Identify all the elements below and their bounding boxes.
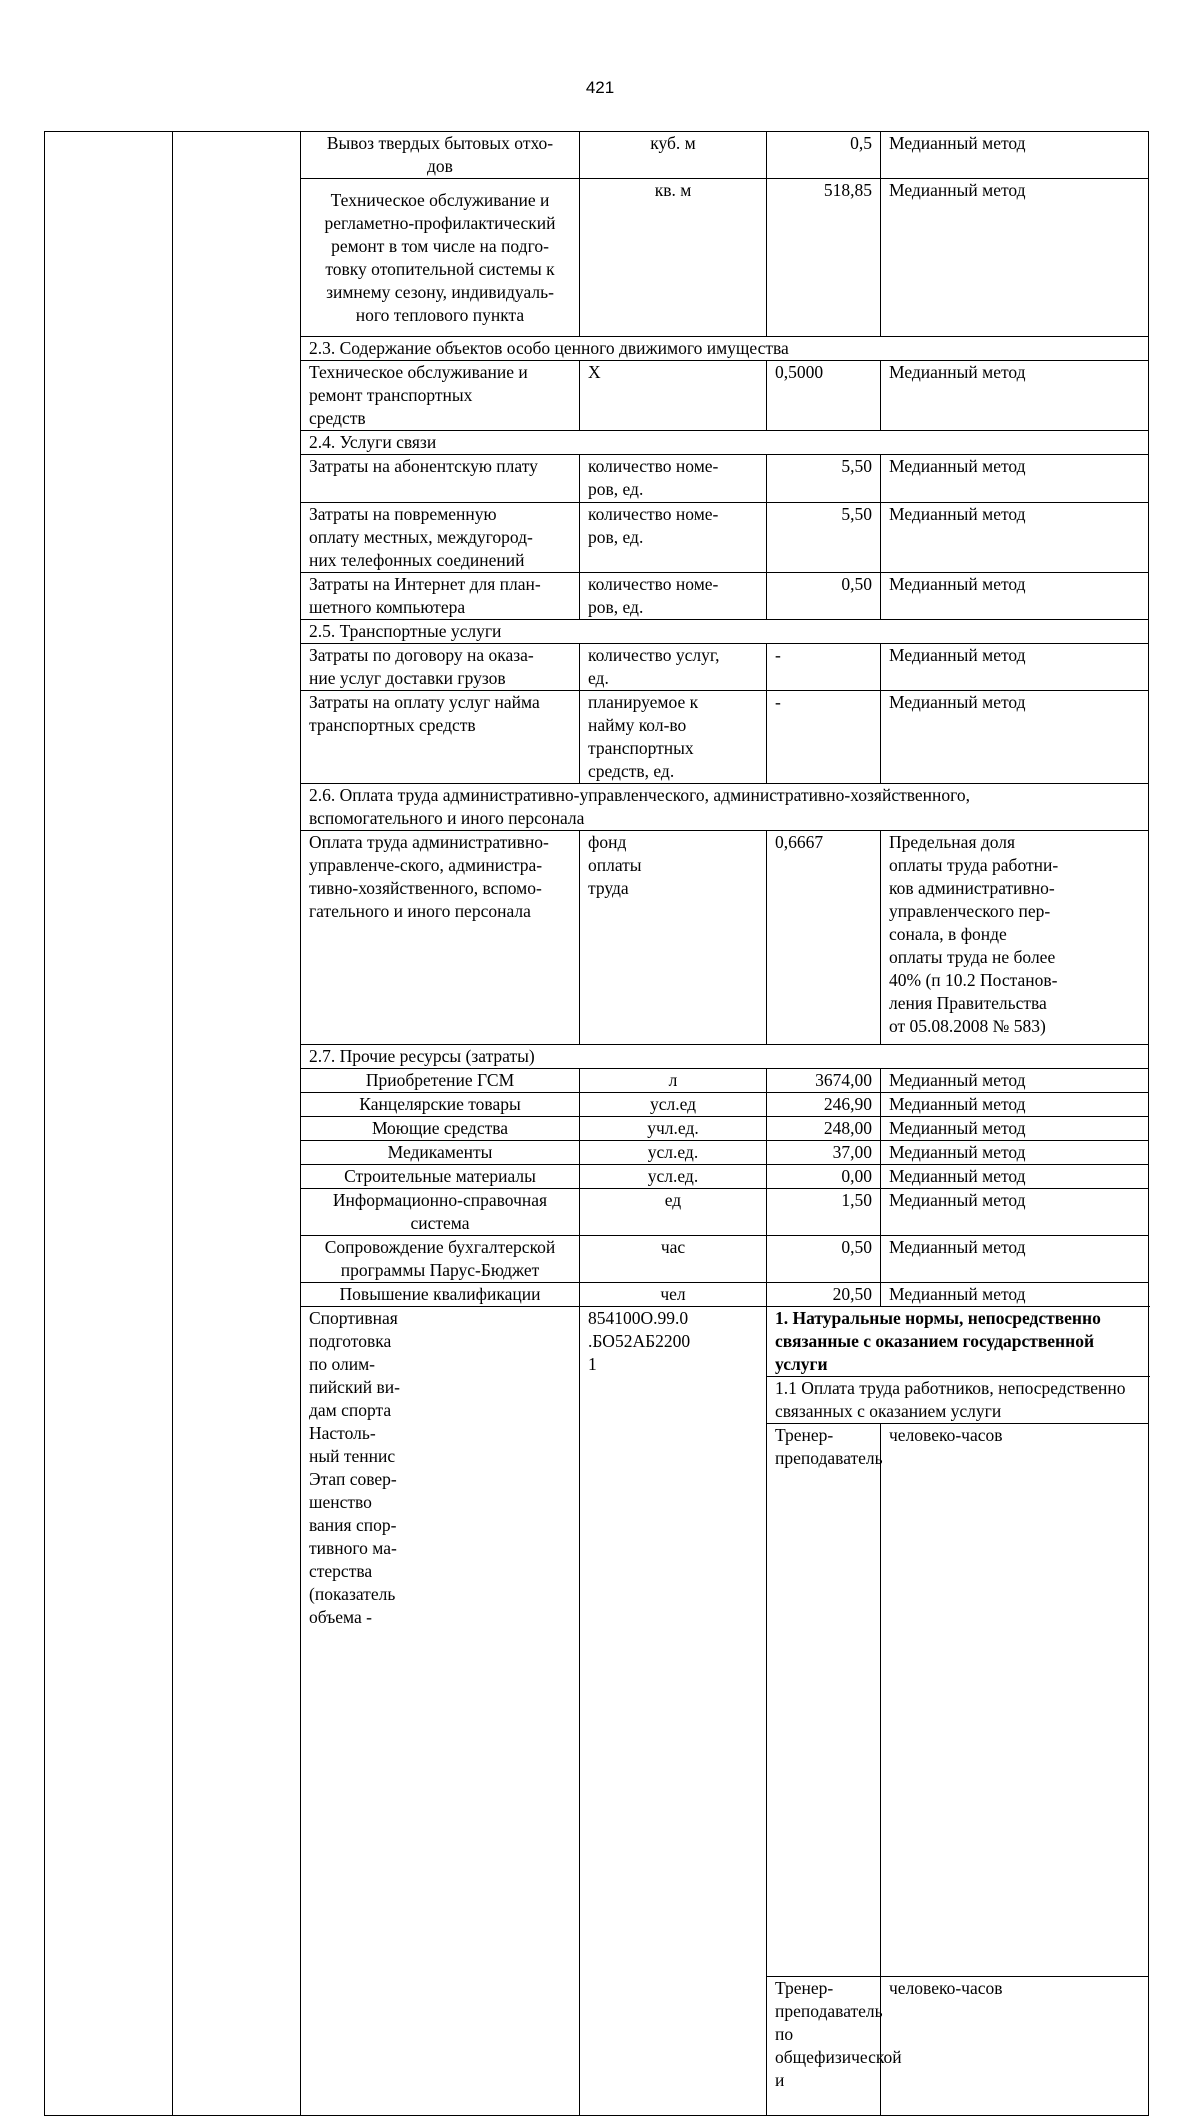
resource-unit: количество номе- ров, ед. — [580, 573, 767, 620]
resource-value: 1,50 — [767, 1189, 881, 1236]
resource-method: Медианный метод — [881, 503, 1149, 573]
resource-unit: человеко-часов — [881, 1424, 1149, 1977]
section-title: 1. Натуральные нормы, непосредственно связанные с оказанием государственной услуги — [767, 1307, 1149, 1377]
resource-method: Медианный метод — [881, 573, 1149, 620]
resource-name: Затраты на Интернет для план- шетного компьютера — [301, 573, 580, 620]
resource-value: 248,00 — [767, 1117, 881, 1141]
resource-name: Канцелярские товары — [301, 1093, 580, 1117]
resource-method: Медианный метод — [881, 1283, 1149, 1307]
resource-unit: количество услуг, ед. — [580, 644, 767, 691]
resource-name: Затраты на абонентскую плату — [301, 455, 580, 503]
resource-unit: чел — [580, 1283, 767, 1307]
resource-value: 20,50 — [767, 1283, 881, 1307]
resource-unit: усл.ед. — [580, 1141, 767, 1165]
resource-value: 0,6667 — [767, 831, 881, 1045]
resource-unit: фонд оплаты труда — [580, 831, 767, 1045]
resource-value: - — [767, 691, 881, 784]
resource-name: Затраты на оплату услуг найма транспортных средств — [301, 691, 580, 784]
table-row — [45, 132, 1149, 179]
resource-name: Приобретение ГСМ — [301, 1069, 580, 1093]
section-title: 2.6. Оплата труда административно-управленческого, административно-хозяйственного, вспомогательного и иного персонала — [301, 784, 1149, 831]
section-title: 2.3. Содержание объектов особо ценного движимого имущества — [301, 337, 1149, 361]
resource-value: 0,5 — [767, 132, 881, 179]
resource-method: Медианный метод — [881, 1093, 1149, 1117]
resource-value: 5,50 — [767, 503, 881, 573]
resource-method: Медианный метод — [881, 132, 1149, 179]
resource-method: Медианный метод — [881, 1069, 1149, 1093]
resource-unit: количество номе- ров, ед. — [580, 455, 767, 503]
resource-name: Медикаменты — [301, 1141, 580, 1165]
resource-unit: час — [580, 1236, 767, 1283]
section-title: 1.1 Оплата труда работников, непосредственно связанных с оказанием услуги — [767, 1377, 1149, 1424]
resource-value: 0,5000 — [767, 361, 881, 431]
resource-name: Затраты по договору на оказа- ние услуг доставки грузов — [301, 644, 580, 691]
resource-unit: куб. м — [580, 132, 767, 179]
section-title: 2.4. Услуги связи — [301, 431, 1149, 455]
resource-value: 37,00 — [767, 1141, 881, 1165]
resource-method: Медианный метод — [881, 1141, 1149, 1165]
resource-name: Затраты на повременную оплату местных, междугород- них телефонных соединений — [301, 503, 580, 573]
resource-method: Медианный метод — [881, 644, 1149, 691]
resource-name: Техническое обслуживание и регламетно-профилактический ремонт в том числе на подго- товку отопительной системы к зимнему сезону, индивидуаль- ного теплового пункта — [301, 179, 580, 337]
resource-method: Медианный метод — [881, 361, 1149, 431]
resource-name: Повышение квалификации — [301, 1283, 580, 1307]
resource-value: 0,50 — [767, 1236, 881, 1283]
resource-unit: усл.ед — [580, 1093, 767, 1117]
resource-value: 3674,00 — [767, 1069, 881, 1093]
service-code-cell-empty — [173, 132, 301, 2116]
service-code-cell: 854100О.99.0 .БО52АБ2200 1 — [580, 1307, 767, 2116]
resource-name: Сопровождение бухгалтерской программы Парус-Бюджет — [301, 1236, 580, 1283]
resource-method: Медианный метод — [881, 691, 1149, 784]
resource-method: Медианный метод — [881, 1236, 1149, 1283]
page-number: 421 — [585, 78, 615, 97]
resource-value: - — [767, 644, 881, 691]
resource-name: Моющие средства — [301, 1117, 580, 1141]
resource-unit: планируемое к найму кол-во транспортных средств, ед. — [580, 691, 767, 784]
resource-name: Тренер-преподаватель по общефизической и — [767, 1977, 881, 2116]
resource-unit: учл.ед. — [580, 1117, 767, 1141]
section-title: 2.7. Прочие ресурсы (затраты) — [301, 1045, 1149, 1069]
resource-method: Медианный метод — [881, 1165, 1149, 1189]
resource-value: 0,00 — [767, 1165, 881, 1189]
resource-unit: кв. м — [580, 179, 767, 337]
section-title: 2.5. Транспортные услуги — [301, 620, 1149, 644]
resource-name: Вывоз твердых бытовых отхо- дов — [301, 132, 580, 179]
resource-method: Медианный метод — [881, 179, 1149, 337]
resource-unit: количество номе- ров, ед. — [580, 503, 767, 573]
resource-method: Медианный метод — [881, 1189, 1149, 1236]
resource-name: Строительные материалы — [301, 1165, 580, 1189]
resource-unit: ед — [580, 1189, 767, 1236]
service-name-cell: Спортивная подготовка по олим- пийский ви- дам спорта Настоль- ный теннис Этап совер- шенство вания спор- тивного ма- стерства (показатель объема - — [301, 1307, 580, 2116]
resource-value: 0,50 — [767, 573, 881, 620]
service-name-cell-empty — [45, 132, 173, 2116]
resource-unit: усл.ед. — [580, 1165, 767, 1189]
resource-value: 246,90 — [767, 1093, 881, 1117]
norms-table — [44, 131, 1149, 2116]
resource-name: Техническое обслуживание и ремонт транспортных средств — [301, 361, 580, 431]
resource-name: Информационно-справочная система — [301, 1189, 580, 1236]
resource-method: Медианный метод — [881, 1117, 1149, 1141]
resource-unit: человеко-часов — [881, 1977, 1149, 2116]
resource-unit: X — [580, 361, 767, 431]
resource-unit: л — [580, 1069, 767, 1093]
resource-method: Предельная доля оплаты труда работни- ков административно- управленческого пер- сонала, в фонде оплаты труда не более 40% (п 10.2 Постанов- ления Правительства от 05.08.2008 № 583) — [881, 831, 1149, 1045]
resource-value: 518,85 — [767, 179, 881, 337]
resource-name: Тренер-преподаватель — [767, 1424, 881, 1977]
resource-method: Медианный метод — [881, 455, 1149, 503]
resource-value: 5,50 — [767, 455, 881, 503]
resource-name: Оплата труда административно- управленче-ского, администра- тивно-хозяйственного, вспомо- гательного и иного персонала — [301, 831, 580, 1045]
